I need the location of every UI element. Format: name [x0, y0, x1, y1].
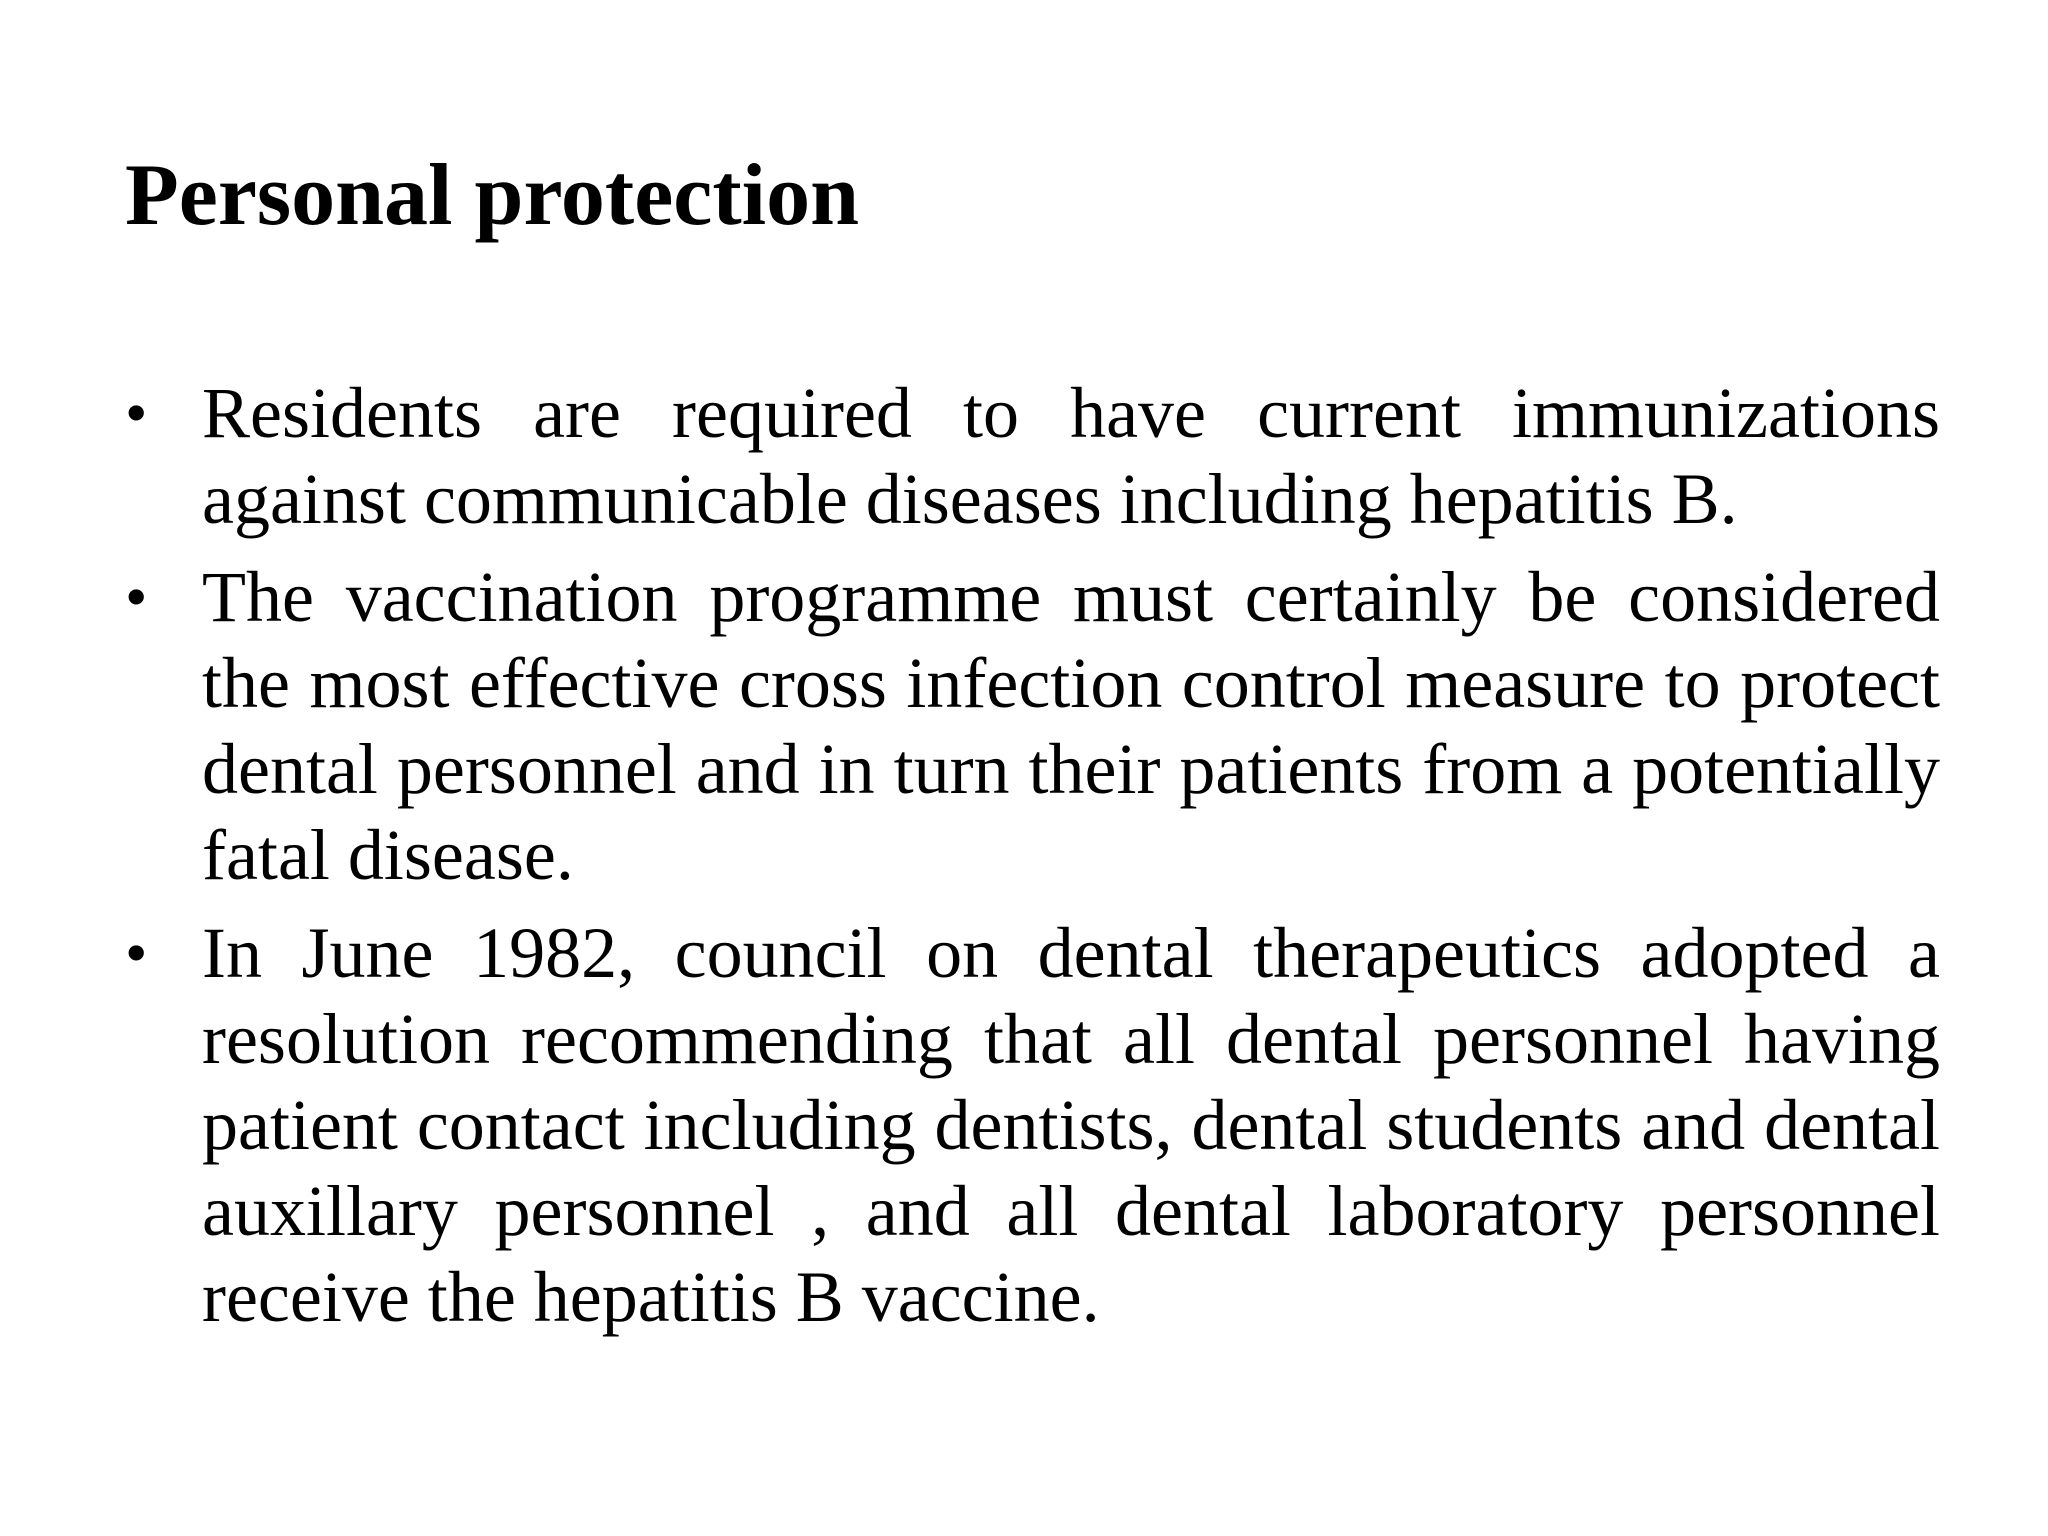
- bullet-dot-icon: •: [125, 561, 148, 632]
- bullet-item-june-1982: [125, 910, 1940, 1340]
- bullet-text: The vaccination programme must certainly be considered the most effective cross infection control measure to protect dental personnel and in turn their patients from a potentially fatal disease.: [202, 557, 1940, 895]
- bullet-item-vaccination-programme: [125, 554, 1940, 898]
- bullet-dot-icon: •: [125, 917, 148, 988]
- bullet-text: Residents are required to have current immunizations against communicable diseases including hepatitis B.: [202, 373, 1940, 539]
- bullet-item-immunizations: [125, 370, 1940, 542]
- bullet-dot-icon: •: [125, 377, 148, 448]
- slide-title: Personal protection: [125, 147, 860, 244]
- bullet-list: [125, 370, 1940, 1352]
- bullet-text: In June 1982, council on dental therapeutics adopted a resolution recommending that all dental personnel having patient contact including dentists, dental students and dental auxillary personnel , and all dental laboratory personnel receive the hepatitis B vaccine.: [202, 913, 1940, 1337]
